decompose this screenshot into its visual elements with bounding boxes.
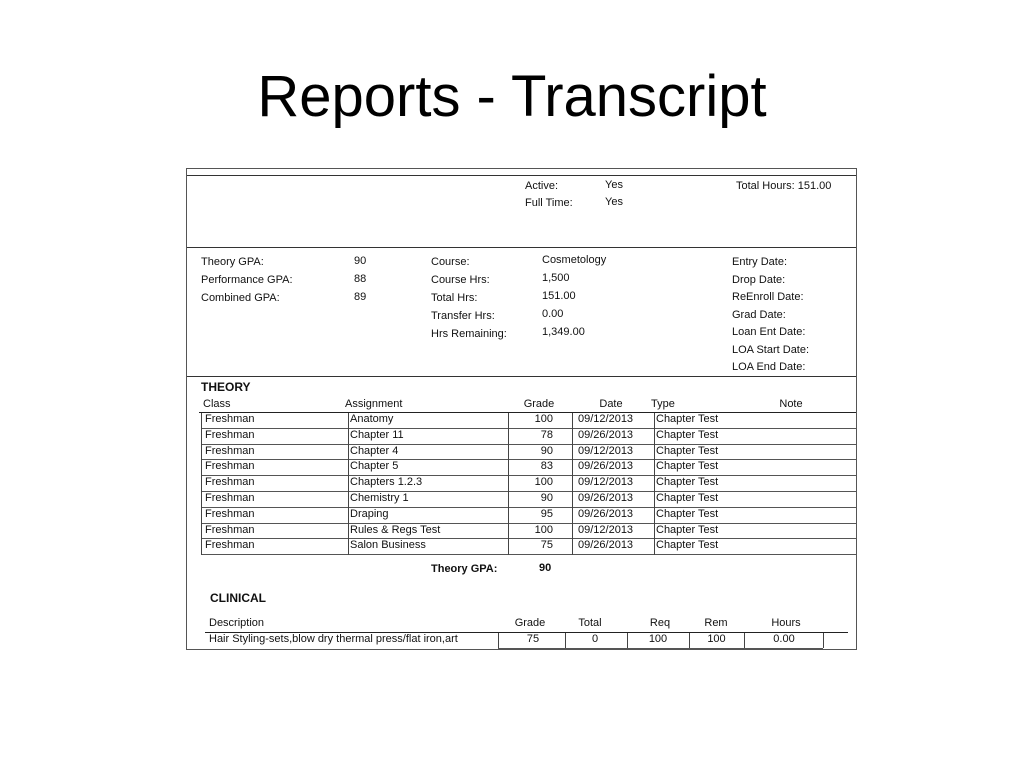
assignment-cell: Chapter 11 xyxy=(350,428,404,441)
row-divider xyxy=(498,648,823,649)
grade-cell: 95 xyxy=(540,507,553,520)
table-border-left xyxy=(201,413,202,555)
type-cell: Chapter Test xyxy=(656,460,719,473)
column-separator xyxy=(744,633,745,648)
grade-cell: 100 xyxy=(534,523,553,536)
table-row xyxy=(187,429,856,445)
type-cell: Chapter Test xyxy=(656,476,719,489)
grade-cell: 100 xyxy=(534,413,553,425)
total-cell: 0 xyxy=(591,633,599,645)
table-row xyxy=(187,445,856,461)
date-cell: 09/12/2013 xyxy=(578,444,634,457)
date-cell: 09/26/2013 xyxy=(578,507,634,520)
class-cell: Freshman xyxy=(205,492,255,504)
date-cell: 09/12/2013 xyxy=(578,523,634,536)
column-separator xyxy=(498,633,499,648)
course-label: Course: xyxy=(431,256,470,268)
rem-cell: 100 xyxy=(707,633,726,645)
clinical-column-header: Req xyxy=(649,617,671,629)
theory-gpa-value: 90 xyxy=(539,562,552,574)
date-cell: 09/26/2013 xyxy=(578,428,634,441)
type-cell: Chapter Test xyxy=(656,444,719,457)
date-cell: 09/12/2013 xyxy=(578,413,634,425)
transcript-document xyxy=(186,168,857,650)
table-row xyxy=(187,460,856,476)
date-cell: 09/12/2013 xyxy=(578,476,634,489)
theory-gpa-label: Theory GPA: xyxy=(431,563,498,575)
grade-cell: 75 xyxy=(540,539,553,552)
assignment-cell: Salon Business xyxy=(350,539,426,552)
clinical-column-header: Grade xyxy=(514,617,546,629)
clinical-column-header: Rem xyxy=(704,617,728,629)
date-cell: 09/26/2013 xyxy=(578,492,634,504)
class-cell: Freshman xyxy=(205,476,255,489)
clinical-column-header: Description xyxy=(209,617,265,629)
grade-cell: 83 xyxy=(540,460,553,473)
assignment-cell: Chapter 4 xyxy=(350,444,399,457)
grade-cell: 90 xyxy=(540,444,553,457)
theory-column-header: Type xyxy=(651,398,675,410)
date-cell: 09/26/2013 xyxy=(578,460,634,473)
type-cell: Chapter Test xyxy=(656,523,719,536)
gpa-label: Theory GPA: xyxy=(201,256,264,268)
table-row xyxy=(187,413,856,429)
fulltime-value: Yes xyxy=(605,196,623,208)
gpa-value: 90 xyxy=(354,255,367,267)
course-label: Total Hrs: xyxy=(431,292,478,304)
date-label: Entry Date: xyxy=(732,256,788,268)
course-label: Transfer Hrs: xyxy=(431,310,495,322)
course-label: Course Hrs: xyxy=(431,274,490,286)
table-row xyxy=(187,539,856,555)
table-row xyxy=(187,633,856,649)
active-value: Yes xyxy=(605,179,623,191)
clinical-column-header: Total xyxy=(578,617,602,629)
class-cell: Freshman xyxy=(205,413,255,425)
type-cell: Chapter Test xyxy=(656,492,719,504)
assignment-cell: Rules & Regs Test xyxy=(350,523,441,536)
theory-column-header: Grade xyxy=(523,398,555,410)
column-separator xyxy=(572,413,573,555)
type-cell: Chapter Test xyxy=(656,539,719,552)
class-cell: Freshman xyxy=(205,507,255,520)
class-cell: Freshman xyxy=(205,444,255,457)
course-label: Hrs Remaining: xyxy=(431,328,507,340)
gpa-value: 89 xyxy=(354,291,367,303)
date-label: Loan Ent Date: xyxy=(732,326,806,338)
description-cell: Hair Styling-sets,blow dry thermal press/flat iron,art xyxy=(209,633,458,645)
course-value: 1,500 xyxy=(542,272,570,284)
date-label: LOA End Date: xyxy=(732,361,806,373)
theory-heading: THEORY xyxy=(201,380,251,394)
date-label: Drop Date: xyxy=(732,273,786,286)
gpa-label: Combined GPA: xyxy=(201,292,280,304)
assignment-cell: Chapters 1.2.3 xyxy=(350,476,423,489)
column-separator xyxy=(348,413,349,555)
grade-cell: 100 xyxy=(534,476,553,489)
total-hours: Total Hours: 151.00 xyxy=(736,180,832,192)
req-cell: 100 xyxy=(648,633,668,645)
date-label: Grad Date: xyxy=(732,308,786,321)
gpa-value: 88 xyxy=(354,273,367,285)
grade-cell: 75 xyxy=(526,633,540,645)
class-cell: Freshman xyxy=(205,523,255,536)
assignment-cell: Chapter 5 xyxy=(350,460,399,473)
date-label: ReEnroll Date: xyxy=(732,291,804,303)
table-row xyxy=(187,524,856,540)
date-cell: 09/26/2013 xyxy=(578,539,634,552)
class-cell: Freshman xyxy=(205,539,255,552)
class-cell: Freshman xyxy=(205,428,255,441)
table-row xyxy=(187,476,856,492)
table-row xyxy=(187,492,856,508)
course-value: 1,349.00 xyxy=(542,326,585,338)
column-separator xyxy=(565,633,566,648)
assignment-cell: Chemistry 1 xyxy=(350,492,409,504)
course-value: 151.00 xyxy=(542,290,576,302)
theory-column-header: Class xyxy=(203,398,231,410)
table-row xyxy=(187,508,856,524)
fulltime-label: Full Time: xyxy=(525,197,573,209)
course-value: Cosmetology xyxy=(542,254,607,266)
column-separator xyxy=(689,633,690,648)
active-label: Active: xyxy=(525,180,559,192)
header-divider xyxy=(187,247,856,248)
header-top-line xyxy=(187,175,856,176)
theory-column-header: Date xyxy=(599,398,623,410)
theory-column-header: Note xyxy=(779,398,803,410)
type-cell: Chapter Test xyxy=(656,428,719,441)
date-label: LOA Start Date: xyxy=(732,343,810,356)
gpa-label: Performance GPA: xyxy=(201,274,293,286)
row-divider xyxy=(201,554,856,555)
column-separator xyxy=(627,633,628,648)
assignment-cell: Draping xyxy=(350,507,389,520)
theory-column-header: Assignment xyxy=(345,398,403,410)
class-cell: Freshman xyxy=(205,460,255,473)
course-value: 0.00 xyxy=(542,308,564,320)
column-separator xyxy=(654,413,655,555)
column-separator xyxy=(508,413,509,555)
assignment-cell: Anatomy xyxy=(350,413,394,425)
clinical-heading: CLINICAL xyxy=(210,591,266,605)
type-cell: Chapter Test xyxy=(656,507,719,520)
grade-cell: 78 xyxy=(540,428,553,441)
slide-title: Reports - Transcript xyxy=(257,64,767,129)
column-separator xyxy=(823,633,824,648)
hours-cell: 0.00 xyxy=(773,633,795,645)
type-cell: Chapter Test xyxy=(656,413,719,425)
clinical-column-header: Hours xyxy=(771,617,801,629)
summary-divider xyxy=(187,376,856,377)
grade-cell: 90 xyxy=(540,492,553,504)
